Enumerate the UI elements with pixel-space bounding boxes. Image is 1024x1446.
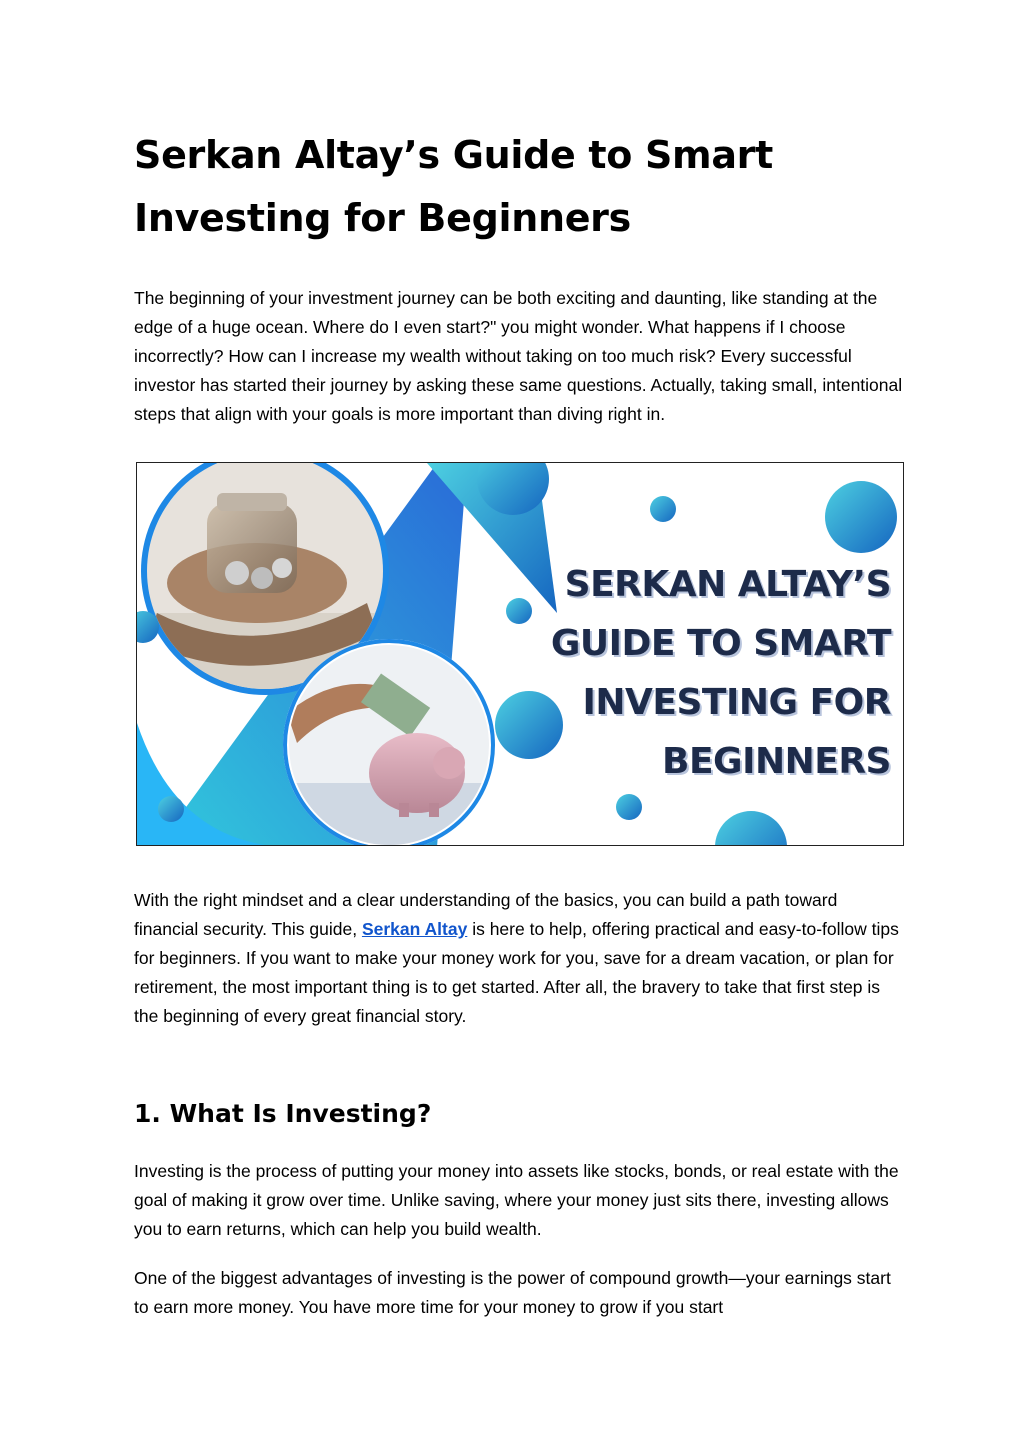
body-paragraph: Investing is the process of putting your money into assets like stocks, bonds, or real estate with the goal of making it grow over time. Unlike saving, where your money just sits there, investing allows you to earn returns, which can help you build wealth. [134,1161,899,1239]
decor-circle [715,811,787,846]
decor-circle [158,796,184,822]
section-heading: 1. What Is Investing? [134,1099,432,1128]
decor-circle [825,481,897,553]
paragraph-text: With the right mindset and a clear understanding of the basics, you can build a path toward financial security. This guide, [134,890,838,939]
intro-paragraph: The beginning of your investment journey can be both exciting and daunting, like standing at the edge of a huge ocean. Where do I even start?" you might wonder. What happens if I choose incorrectly? How can I increase my wealth without taking on too much risk? Every successful investor has started their journey by asking these same questions. Actually, taking small, intentional steps that align with your goals is more important than diving right in. [134,288,903,424]
page-title: Serkan Altay’s Guide to Smart Investing for Beginners [134,133,773,240]
banner-headline [471,555,891,791]
banner-line: INVESTING FOR [582,682,891,723]
decor-circle [650,496,676,522]
decor-circle [616,794,642,820]
paragraph-text: is here to help, offering practical and easy-to-follow tips for beginners. If you want to make your money work for you, save for a dream vacation, or plan for retirement, the most important thing is to get started. After all, the bravery to take that first step is the beginning of every great financial story. [134,919,899,1026]
banner-image [136,462,904,846]
body-paragraph [134,886,904,1031]
author-link[interactable]: Serkan Altay [361,919,468,939]
banner-line: GUIDE TO SMART [550,623,891,664]
banner-line: SERKAN ALTAY’S [564,564,891,605]
banner-line: BEGINNERS [662,741,891,782]
body-paragraph: One of the biggest advantages of investing is the power of compound growth—your earnings start to earn more money. You have more time for your money to grow if you start [134,1268,891,1317]
